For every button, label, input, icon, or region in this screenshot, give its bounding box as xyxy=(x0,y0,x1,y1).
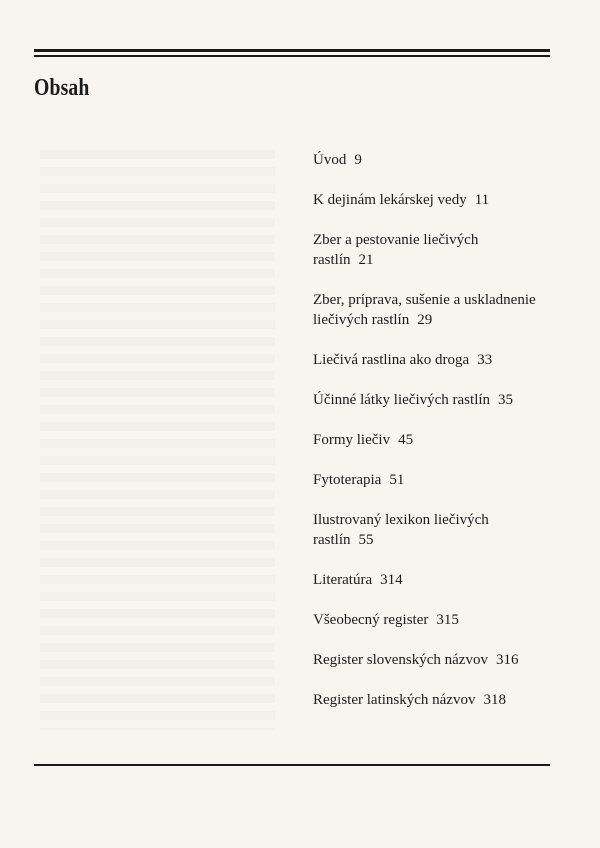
bottom-rule xyxy=(34,764,550,766)
top-rule-thin xyxy=(34,55,550,57)
page-title: Obsah xyxy=(34,75,90,101)
toc-entry-droga xyxy=(313,350,573,370)
toc-entry-page: 33 xyxy=(477,352,493,368)
toc-entry-page: 315 xyxy=(436,612,459,628)
toc-entry-literatura xyxy=(313,570,573,590)
toc-entry-title: Literatúra xyxy=(313,572,373,588)
toc-entry-zber-pestovanie xyxy=(313,230,573,270)
toc-entry-page: 11 xyxy=(474,192,490,208)
show-through-texture xyxy=(40,150,275,730)
toc-entry-page: 45 xyxy=(398,432,414,448)
toc-entry-title: Zber a pestovanie liečivých xyxy=(313,232,479,248)
toc-entry-page: 318 xyxy=(483,692,506,708)
toc-entry-page: 314 xyxy=(380,572,403,588)
toc-entry-title: Ilustrovaný lexikon liečivých xyxy=(313,512,489,528)
table-of-contents xyxy=(313,150,573,730)
top-rule-thick xyxy=(34,49,550,52)
toc-entry-page: 9 xyxy=(354,152,362,168)
toc-entry-formy-liečiv xyxy=(313,430,573,450)
toc-entry-title: Zber, príprava, sušenie a uskladnenie xyxy=(313,292,536,308)
toc-entry-page: 21 xyxy=(358,252,374,268)
toc-entry-title: Formy liečiv xyxy=(313,432,391,448)
toc-entry-title: Register latinských názvov xyxy=(313,692,476,708)
toc-entry-page: 55 xyxy=(358,532,374,548)
toc-entry-title-cont: rastlín xyxy=(313,532,351,548)
toc-entry-page: 35 xyxy=(498,392,514,408)
toc-entry-title-cont: liečivých rastlín xyxy=(313,312,410,328)
toc-entry-title: Liečivá rastlina ako droga xyxy=(313,352,470,368)
toc-entry-title-cont: rastlín xyxy=(313,252,351,268)
toc-entry-register-slovenskych xyxy=(313,650,573,670)
toc-entry-title: Všeobecný register xyxy=(313,612,429,628)
toc-entry-page: 29 xyxy=(417,312,433,328)
toc-entry-page: 51 xyxy=(389,472,405,488)
toc-entry-title: K dejinám lekárskej vedy xyxy=(313,192,467,208)
toc-entry-title: Úvod xyxy=(313,152,347,168)
toc-entry-uvod xyxy=(313,150,573,170)
toc-entry-title: Register slovenských názvov xyxy=(313,652,488,668)
toc-entry-dejiny xyxy=(313,190,573,210)
toc-entry-page: 316 xyxy=(495,652,519,668)
toc-entry-lexikon xyxy=(313,510,573,550)
toc-entry-zber-priprava xyxy=(313,290,573,330)
toc-entry-title: Fytoterapia xyxy=(313,472,382,488)
toc-entry-vseobecny-register xyxy=(313,610,573,630)
toc-entry-title: Účinné látky liečivých rastlín xyxy=(313,392,491,408)
toc-entry-fytoterapia xyxy=(313,470,573,490)
toc-entry-register-latinskych xyxy=(313,690,573,710)
toc-entry-ucinne-latky xyxy=(313,390,573,410)
